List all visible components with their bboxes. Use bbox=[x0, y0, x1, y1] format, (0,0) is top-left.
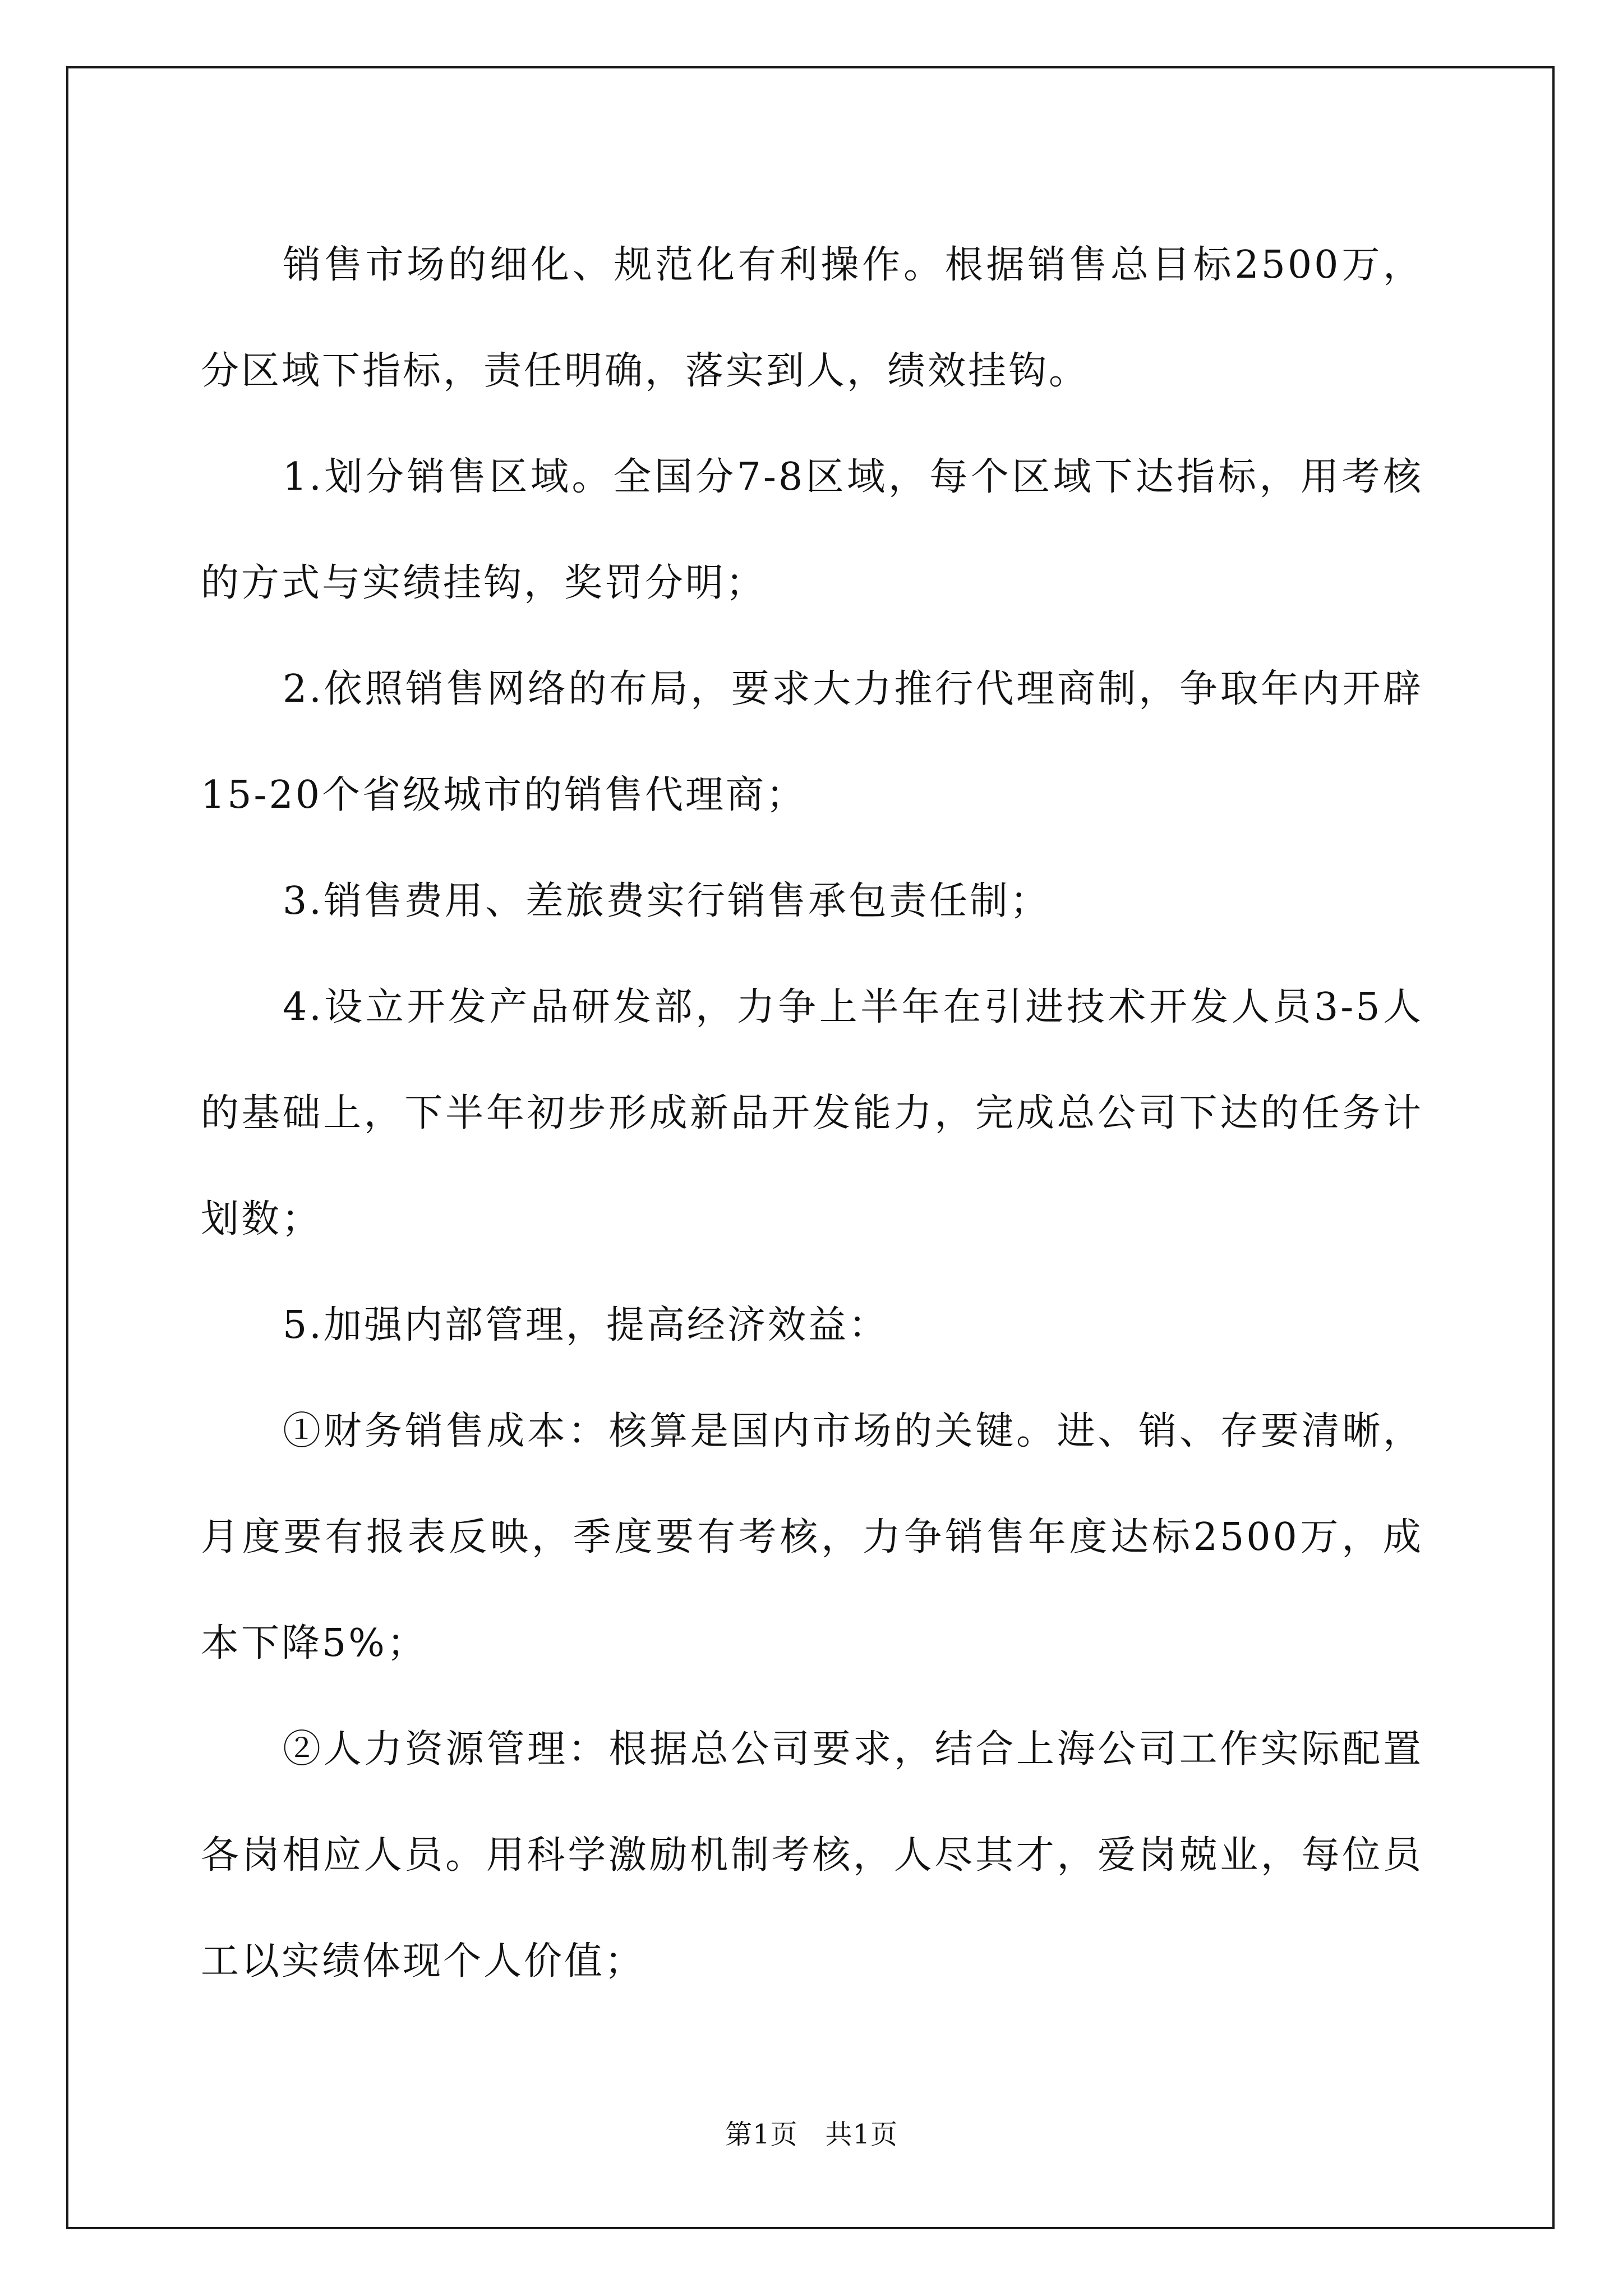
page-footer: 第1页 共1页 bbox=[725, 2119, 898, 2150]
paragraph-intro: 销售市场的细化、规范化有利操作。根据销售总目标2500万，分区域下指标，责任明确，落实到人，绩效挂钩。 bbox=[201, 243, 1423, 393]
paragraph-sub-item-2: ②人力资源管理：根据总公司要求，结合上海公司工作实际配置各岗相应人员。用科学激励机制考核，人尽其才，爱岗兢业，每位员工以实绩体现个人价值； bbox=[201, 1727, 1423, 1984]
paragraph-item-4: 4.设立开发产品研发部，力争上半年在引进技术开发人员3-5人的基础上，下半年初步形成新品开发能力，完成总公司下达的任务计划数； bbox=[201, 985, 1423, 1241]
paragraph-item-1: 1.划分销售区域。全国分7-8区域，每个区域下达指标，用考核的方式与实绩挂钩，奖罚分明； bbox=[201, 455, 1423, 605]
paragraph-sub-item-1: ①财务销售成本：核算是国内市场的关键。进、销、存要清晰，月度要有报表反映，季度要有考核，力争销售年度达标2500万，成本下降5%； bbox=[201, 1409, 1423, 1665]
paragraph-item-3: 3.销售费用、差旅费实行销售承包责任制； bbox=[283, 879, 1050, 923]
paragraph-item-2: 2.依照销售网络的布局，要求大力推行代理商制，争取年内开辟15-20个省级城市的销售代理商； bbox=[201, 667, 1423, 817]
document-body bbox=[201, 212, 1423, 2014]
paragraph-item-5: 5.加强内部管理，提高经济效益： bbox=[283, 1303, 889, 1347]
